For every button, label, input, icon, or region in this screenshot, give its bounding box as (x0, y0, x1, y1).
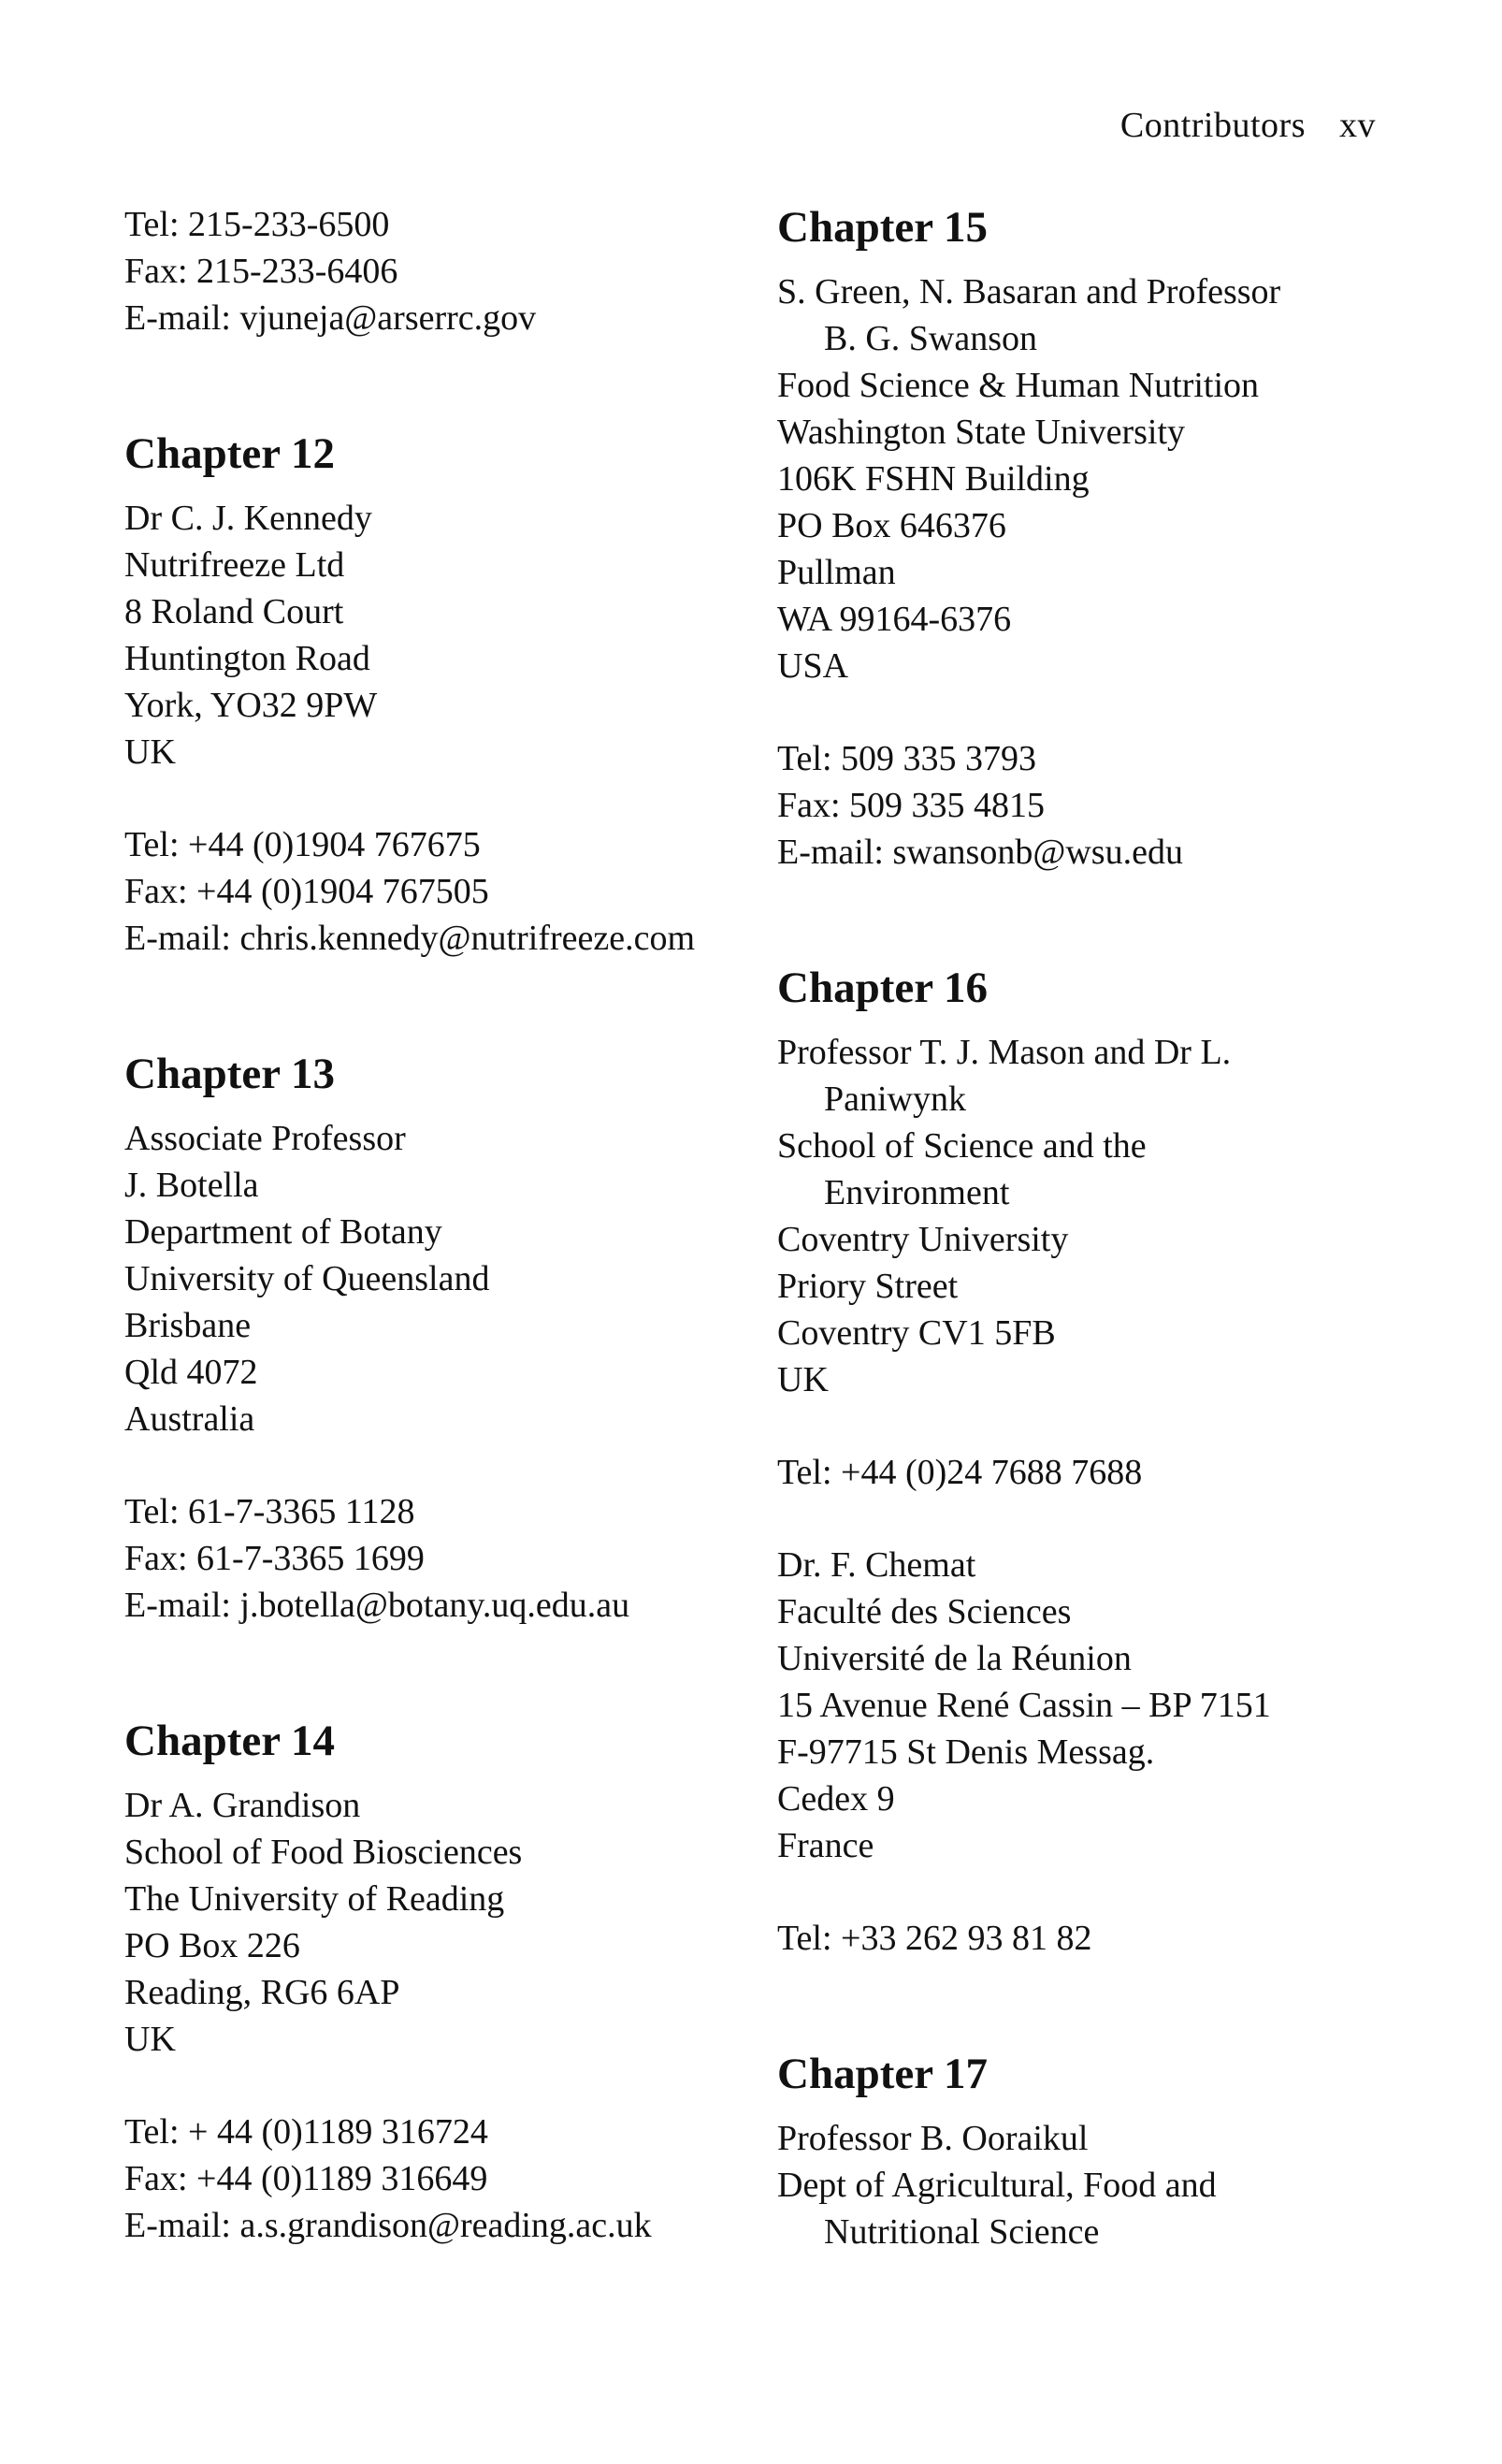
address-line: Université de la Réunion (777, 1639, 1132, 1678)
address-line: Washington State University (777, 413, 1185, 452)
address-line: Australia (124, 1399, 255, 1439)
dept-line-continued: Nutritional Science (824, 2212, 1100, 2252)
address-line: Priory Street (777, 1267, 959, 1306)
tel-line: Tel: + 44 (0)1189 316724 (124, 2112, 488, 2152)
fax-line: Fax: +44 (0)1904 767505 (124, 872, 489, 911)
address-line: School of Food Biosciences (124, 1833, 523, 1872)
names-line-continued: B. G. Swanson (824, 319, 1038, 358)
fax-line: Fax: 509 335 4815 (777, 786, 1046, 825)
chapter-14-heading: Chapter 14 (124, 1717, 335, 1765)
names-line: Professor B. Ooraikul (777, 2119, 1089, 2158)
address-line: Dr C. J. Kennedy (124, 499, 372, 538)
school-line: School of Science and the (777, 1126, 1147, 1166)
address-line: Brisbane (124, 1306, 252, 1345)
dept-line: Dept of Agricultural, Food and (777, 2166, 1217, 2205)
tel-line: Tel: +44 (0)24 7688 7688 (777, 1453, 1143, 1492)
school-line-continued: Environment (824, 1173, 1010, 1212)
names-line: Professor T. J. Mason and Dr L. (777, 1033, 1232, 1072)
contact-block-top (124, 201, 760, 341)
address-line: UK (777, 1360, 829, 1399)
address-line: 8 Roland Court (124, 592, 344, 631)
fax-line: Fax: +44 (0)1189 316649 (124, 2159, 488, 2198)
running-title: Contributors (1119, 106, 1306, 145)
address-line: The University of Reading (124, 1879, 505, 1919)
tel-line: Tel: +33 262 93 81 82 (777, 1919, 1092, 1958)
address-line: Qld 4072 (124, 1353, 258, 1392)
chapter-16-heading: Chapter 16 (777, 964, 988, 1012)
address-line: PO Box 226 (124, 1926, 300, 1965)
address-line: Food Science & Human Nutrition (777, 366, 1260, 405)
address-line: York, YO32 9PW (124, 686, 378, 725)
address-line: Coventry University (777, 1220, 1069, 1259)
address-line: Cedex 9 (777, 1779, 895, 1819)
address-line: F-97715 St Denis Messag. (777, 1732, 1155, 1772)
tel-line: Tel: 61-7-3365 1128 (124, 1492, 415, 1531)
address-line: Dr A. Grandison (124, 1786, 361, 1825)
email-line: E-mail: a.s.grandison@reading.ac.uk (124, 2206, 652, 2245)
address-line: Huntington Road (124, 639, 370, 678)
chapter-14-section (124, 1715, 760, 2249)
address-line: University of Queensland (124, 1259, 490, 1298)
fax-line: Fax: 215-233-6406 (124, 252, 398, 291)
email-line: E-mail: j.botella@botany.uq.edu.au (124, 1586, 630, 1625)
address-line: France (777, 1826, 874, 1865)
address-line: J. Botella (124, 1166, 259, 1205)
chapter-17-heading: Chapter 17 (777, 2050, 988, 2098)
chapter-12-section (124, 428, 760, 962)
address-line: WA 99164-6376 (777, 600, 1012, 639)
left-column (124, 201, 760, 2249)
chapter-17-section (777, 2048, 1413, 2255)
tel-line: Tel: +44 (0)1904 767675 (124, 825, 481, 864)
page-number: xv (1339, 106, 1376, 145)
running-header (1120, 105, 1376, 146)
address-line: Coventry CV1 5FB (777, 1313, 1056, 1353)
address-line: Pullman (777, 553, 896, 592)
tel-line: Tel: 509 335 3793 (777, 739, 1037, 778)
chapter-12-heading: Chapter 12 (124, 429, 335, 478)
email-line: E-mail: swansonb@wsu.edu (777, 833, 1183, 872)
address-line: 106K FSHN Building (777, 459, 1090, 499)
address-line: PO Box 646376 (777, 506, 1006, 545)
chapter-15-section (777, 201, 1413, 876)
right-column (777, 201, 1413, 2255)
address-line: USA (777, 646, 849, 686)
chapter-13-section (124, 1048, 760, 1629)
address-line: 15 Avenue René Cassin – BP 7151 (777, 1686, 1271, 1725)
names-line-continued: Paniwynk (824, 1080, 966, 1119)
address-line: Nutrifreeze Ltd (124, 545, 345, 585)
address-line: UK (124, 2020, 176, 2059)
address-line: Faculté des Sciences (777, 1592, 1072, 1631)
email-line: E-mail: vjuneja@arserrc.gov (124, 298, 537, 338)
chapter-13-heading: Chapter 13 (124, 1050, 335, 1098)
address-line: Reading, RG6 6AP (124, 1973, 400, 2012)
fax-line: Fax: 61-7-3365 1699 (124, 1539, 425, 1578)
names-line: S. Green, N. Basaran and Professor (777, 272, 1281, 312)
email-line: E-mail: chris.kennedy@nutrifreeze.com (124, 919, 696, 958)
address-line: Associate Professor (124, 1119, 406, 1158)
address-line: Department of Botany (124, 1212, 442, 1252)
address-line: UK (124, 732, 176, 772)
address-line: Dr. F. Chemat (777, 1545, 976, 1585)
chapter-15-heading: Chapter 15 (777, 203, 988, 252)
tel-line: Tel: 215-233-6500 (124, 205, 390, 244)
chapter-16-section (777, 962, 1413, 1962)
